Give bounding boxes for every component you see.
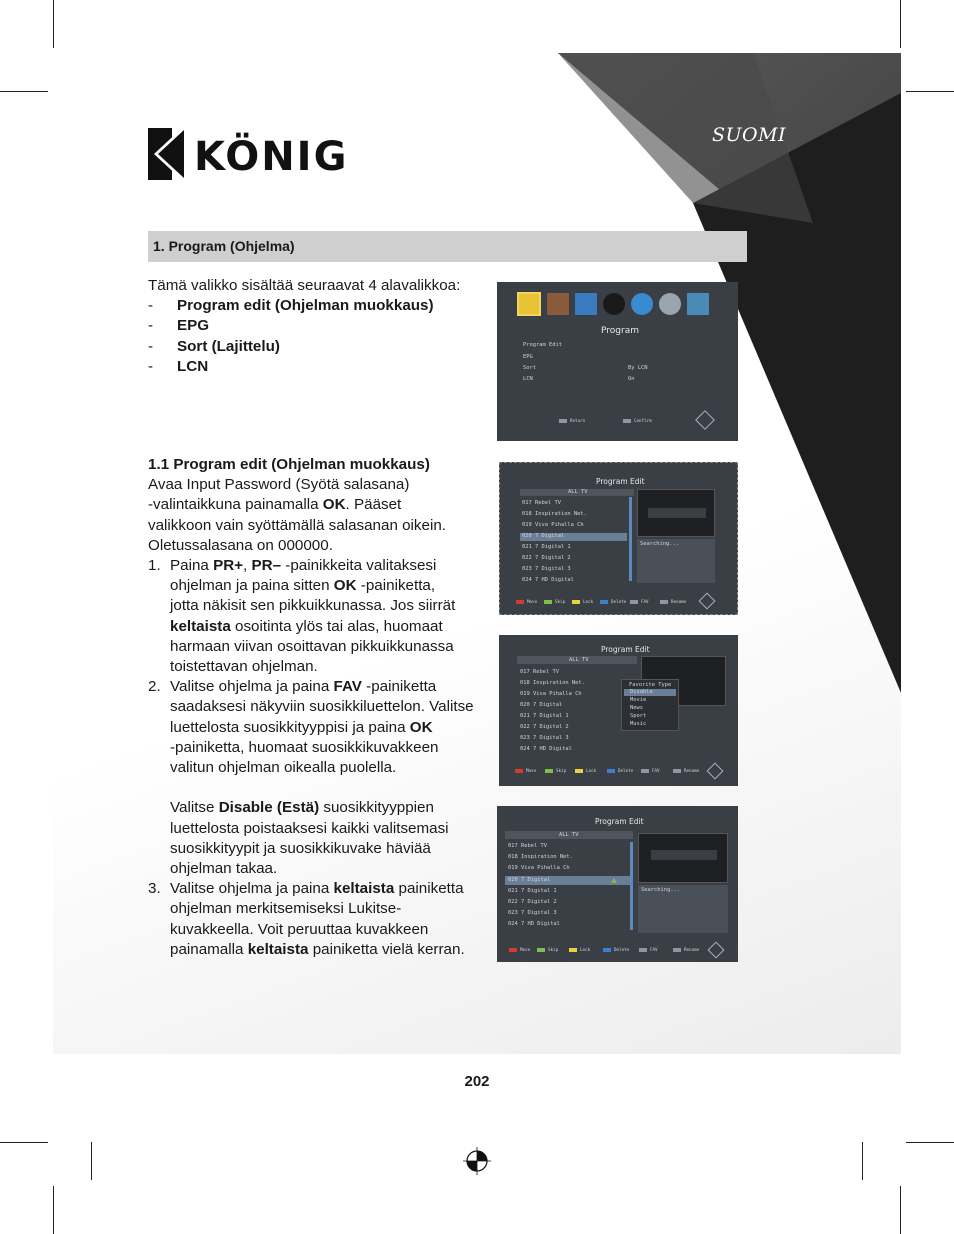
channel-item: 022 7 Digital 2 — [522, 555, 571, 561]
footer-hint: Skip — [537, 947, 558, 952]
screenshot-favorite-type — [499, 635, 738, 786]
footer-hint: Move — [516, 599, 537, 604]
footer-hint: Rename — [673, 947, 699, 952]
intro-text: Tämä valikko sisältää seuraavat 4 alavalikkoa: — [148, 277, 461, 294]
channel-item: 021 7 Digital 1 — [520, 713, 569, 719]
screenshot-lock-channel — [497, 806, 738, 962]
crop-mark — [0, 91, 48, 92]
popup-item: Disable — [630, 689, 653, 695]
footer-hint: Rename — [660, 599, 686, 604]
screen-title: Program Edit — [601, 645, 650, 654]
menu-row-value: On — [628, 376, 635, 382]
list-item: - LCN — [148, 357, 209, 375]
registration-mark-icon — [463, 1147, 491, 1175]
favorite-type-popup — [621, 679, 679, 731]
channel-item: 018 Inspiration Net. — [522, 511, 587, 517]
channel-item: 017 Rebel TV — [522, 500, 561, 506]
footer-hint: Delete — [607, 768, 633, 773]
footer-hint: Delete — [600, 599, 626, 604]
time-icon — [603, 293, 625, 315]
footer-hint: FAV — [641, 768, 660, 773]
menu-row-label: Program Edit — [523, 342, 562, 348]
channel-item: 024 7 HD Digital — [522, 577, 574, 583]
system-icon — [659, 293, 681, 315]
search-icon — [575, 293, 597, 315]
footer-hint: Confirm — [623, 418, 652, 423]
menu-row-label: EPG — [523, 354, 533, 360]
preview-window — [638, 833, 728, 883]
footer-hint: Return — [559, 418, 585, 423]
channel-item: 017 Rebel TV — [520, 669, 559, 675]
menu-title: Program — [601, 326, 639, 336]
screenshot-program-menu — [497, 282, 738, 441]
footer-hint: Lock — [569, 947, 590, 952]
footer-hint: FAV — [639, 947, 658, 952]
list-item: 2. Valitse ohjelma ja paina FAV -painiketta saadaksesi näkyviin suosikkiluettelon. Valitse luettelosta suosikkityyppisi ja paina OK -painiketta, huomaat suosikkikuvakkeen valitun ohjelman oikealla puolella. Valitse Disable (Estä) suosikkityyppien luettelosta poistaaksesi kaikki valitsemasi suosikkityypit ja suosikkikuvake häviää ohjelman takaa. — [148, 678, 474, 878]
popup-item: Sport — [630, 713, 647, 719]
crop-mark — [906, 91, 954, 92]
navigation-pad-icon — [695, 410, 715, 430]
channel-item: 022 7 Digital 2 — [520, 724, 569, 730]
crop-mark — [906, 1142, 954, 1143]
footer-hint: Lock — [575, 768, 596, 773]
intro-block — [148, 276, 488, 377]
konig-logo — [148, 126, 354, 182]
menu-row-label: LCN — [523, 376, 533, 382]
footer-hint: Lock — [572, 599, 593, 604]
crop-mark — [862, 1142, 863, 1180]
list-item: 1. Paina PR+, PR– -painikkeita valitaksesi ohjelman ja paina sitten OK -painiketta, jotta näkisit sen pikkuikkunassa. Jos siirrät keltaista osoitinta ylös tai alas, huomaat harmaan viivan osoittavan pikkuikkunassa toistettavan ohjelman. — [148, 557, 456, 676]
channel-item: 019 Viva Pihalla Ch — [508, 865, 570, 871]
footer-hint: Move — [509, 947, 530, 952]
footer-hint: Skip — [545, 768, 566, 773]
group-name: ALL TV — [559, 832, 579, 838]
list-item: - EPG — [148, 317, 210, 335]
crop-mark — [900, 1186, 901, 1234]
crop-mark — [53, 0, 54, 48]
status-text: Searching... — [640, 541, 679, 547]
screen-title: Program Edit — [596, 477, 645, 486]
option-icon — [631, 293, 653, 315]
channel-item: 020 7 Digital — [522, 533, 565, 539]
channel-item: 017 Rebel TV — [508, 843, 547, 849]
page-number: 202 — [464, 1073, 490, 1090]
channel-item: 020 7 Digital — [508, 877, 551, 883]
paragraph-line: Oletussalasana on 000000. — [148, 536, 333, 554]
crop-mark — [53, 1186, 54, 1234]
footer-hint: Skip — [544, 599, 565, 604]
channel-item: 020 7 Digital — [520, 702, 563, 708]
preview-window — [637, 489, 715, 537]
group-name: ALL TV — [568, 489, 588, 495]
section-title: 1. Program (Ohjelma) — [148, 231, 747, 262]
channel-item: 019 Viva Pihalla Ch — [522, 522, 584, 528]
scrollbar — [629, 497, 632, 581]
paragraph-line: Avaa Input Password (Syötä salasana) — [148, 476, 410, 494]
channel-item: 019 Viva Pihalla Ch — [520, 691, 582, 697]
channel-item: 023 7 Digital 3 — [522, 566, 571, 572]
usb-icon — [687, 293, 709, 315]
popup-title: Favorite Type — [629, 682, 672, 688]
channel-item: 021 7 Digital 1 — [522, 544, 571, 550]
subsection-block — [148, 455, 488, 960]
channel-item: 022 7 Digital 2 — [508, 899, 557, 905]
program-icon — [517, 292, 541, 316]
menu-row-value: By LCN — [628, 365, 648, 371]
scrollbar — [630, 842, 633, 930]
picture-icon — [547, 293, 569, 315]
popup-item: Music — [630, 721, 647, 727]
channel-item: 018 Inspiration Net. — [520, 680, 585, 686]
channel-item: 018 Inspiration Net. — [508, 854, 573, 860]
list-item: - Program edit (Ohjelman muokkaus) — [148, 297, 434, 315]
footer-hint: Delete — [603, 947, 629, 952]
footer-hint: Move — [515, 768, 536, 773]
group-name: ALL TV — [569, 657, 589, 663]
channel-item: 021 7 Digital 1 — [508, 888, 557, 894]
lock-icon — [611, 878, 617, 883]
paragraph-line: valikkoon vain syöttämällä salasanan oikein. — [148, 516, 447, 534]
channel-item: 023 7 Digital 3 — [508, 910, 557, 916]
channel-item: 023 7 Digital 3 — [520, 735, 569, 741]
channel-item: 024 7 HD Digital — [508, 921, 560, 927]
crop-mark — [91, 1142, 92, 1180]
footer-hint: FAV — [630, 599, 649, 604]
footer-hint: Rename — [673, 768, 699, 773]
crop-mark — [0, 1142, 48, 1143]
screenshot-program-edit — [499, 462, 738, 615]
menu-icon-row — [517, 292, 717, 318]
subsection-title: 1.1 Program edit (Ohjelman muokkaus) — [148, 456, 430, 473]
menu-row-label: Sort — [523, 365, 536, 371]
navigation-pad-icon — [707, 763, 724, 780]
popup-item: News — [630, 705, 643, 711]
navigation-pad-icon — [708, 942, 725, 959]
crop-mark — [900, 0, 901, 48]
screen-title: Program Edit — [595, 817, 644, 826]
list-item: - Sort (Lajittelu) — [148, 337, 280, 355]
status-text: Searching... — [641, 887, 680, 893]
list-item: 3. Valitse ohjelma ja paina keltaista painiketta ohjelman merkitsemiseksi Lukitse- kuvakkeella. Voit peruuttaa kuvakkeen painamalla keltaista painiketta vielä kerran. — [148, 880, 465, 958]
channel-item: 024 7 HD Digital — [520, 746, 572, 752]
popup-item: Movie — [630, 697, 647, 703]
brand-name: KÖNIG — [194, 134, 349, 180]
paragraph-line: -valintaikkuna painamalla OK. Pääset — [148, 496, 402, 514]
language-label: SUOMI — [712, 124, 787, 146]
navigation-pad-icon — [699, 593, 716, 610]
